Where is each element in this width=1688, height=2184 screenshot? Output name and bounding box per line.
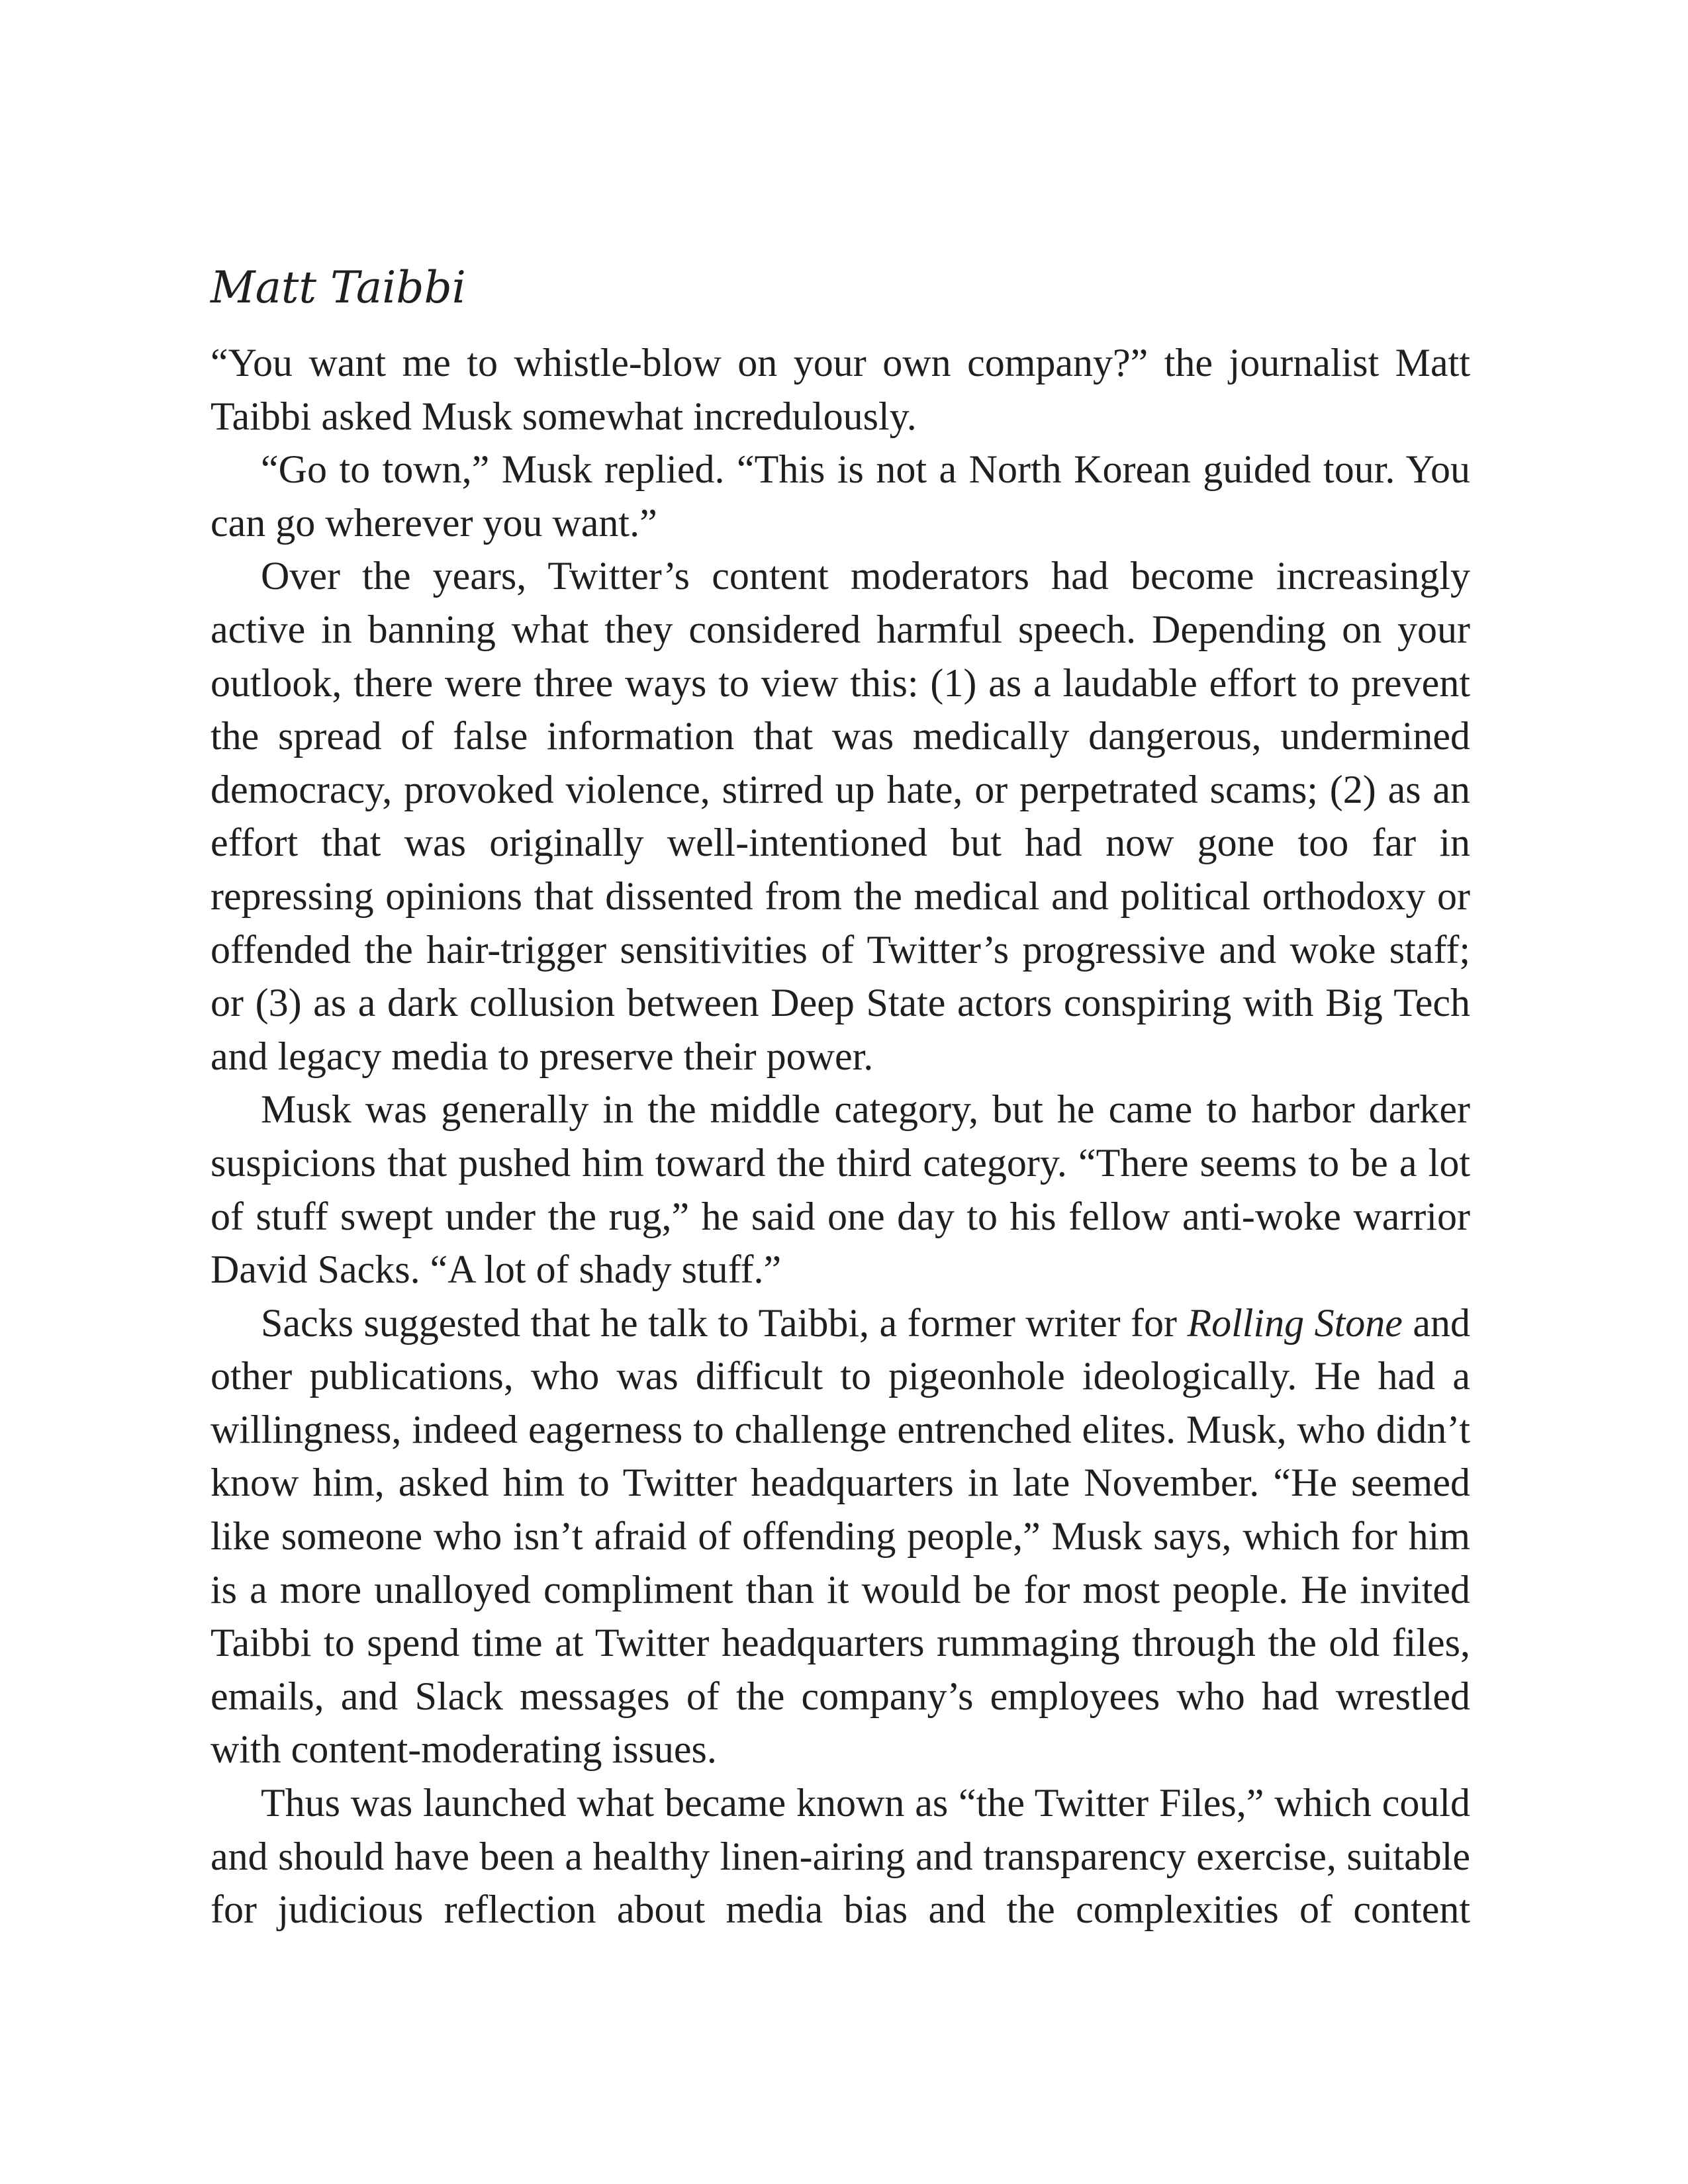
body-text — [211, 336, 1470, 1936]
paragraph-text: and other publications, who was difficult to pigeonhole ideologically. He had a willingness, indeed eagerness to challenge entrenched elites. Musk, who didn’t know him, asked him to Twitter headquarters in late November. “He seemed like someone who isn’t afraid of offending people,” Musk says, which for him is a more unalloyed compliment than it would be for most people. He invited Taibbi to spend time at Twitter headquarters rummaging through the old files, emails, and Slack messages of the company’s employees who had wrestled with content-moderating issues. — [211, 1300, 1470, 1772]
paragraph-5 — [211, 1297, 1470, 1776]
paragraph-text: Thus was launched what became known as “the Twitter Files,” which could and should have been a healthy linen-airing and transparency exercise, suitable for judicious reflection about media bias and the complexities of content — [211, 1781, 1470, 1932]
paragraph-text: Over the years, Twitter’s content moderators had become increasingly active in banning what they considered harmful speech. Depending on your outlook, there were three ways to view this: (1) as a laudable effort to prevent the spread of false information that was medically dangerous, undermined democracy, provoked violence, stirred up hate, or perpetrated scams; (2) as an effort that was originally well-intentioned but had now gone too far in repressing opinions that dissented from the medical and political orthodoxy or offended the hair-trigger sensitivities of Twitter’s progressive and woke staff; or (3) as a dark collusion between Deep State actors conspiring with Big Tech and legacy media to preserve their power. — [211, 554, 1470, 1078]
paragraph-text: Sacks suggested that he talk to Taibbi, a former writer for — [261, 1300, 1188, 1345]
paragraph-text: “You want me to whistle-blow on your own company?” the journalist Matt Taibbi asked Musk somewhat incredulously. — [211, 341, 1470, 438]
section-heading: Matt Taibbi — [211, 262, 466, 313]
paragraph-1 — [211, 336, 1470, 443]
paragraph-2 — [211, 443, 1470, 549]
paragraph-4 — [211, 1083, 1470, 1296]
publication-title: Rolling Stone — [1187, 1300, 1403, 1345]
paragraph-6 — [211, 1776, 1470, 1936]
paragraph-3 — [211, 549, 1470, 1083]
paragraph-text: “Go to town,” Musk replied. “This is not a North Korean guided tour. You can go wherever you want.” — [211, 447, 1470, 545]
paragraph-text: Musk was generally in the middle category, but he came to harbor darker suspicions that pushed him toward the third category. “There seems to be a lot of stuff swept under the rug,” he said one day to his fellow anti-woke warrior David Sacks. “A lot of shady stuff.” — [211, 1087, 1470, 1292]
